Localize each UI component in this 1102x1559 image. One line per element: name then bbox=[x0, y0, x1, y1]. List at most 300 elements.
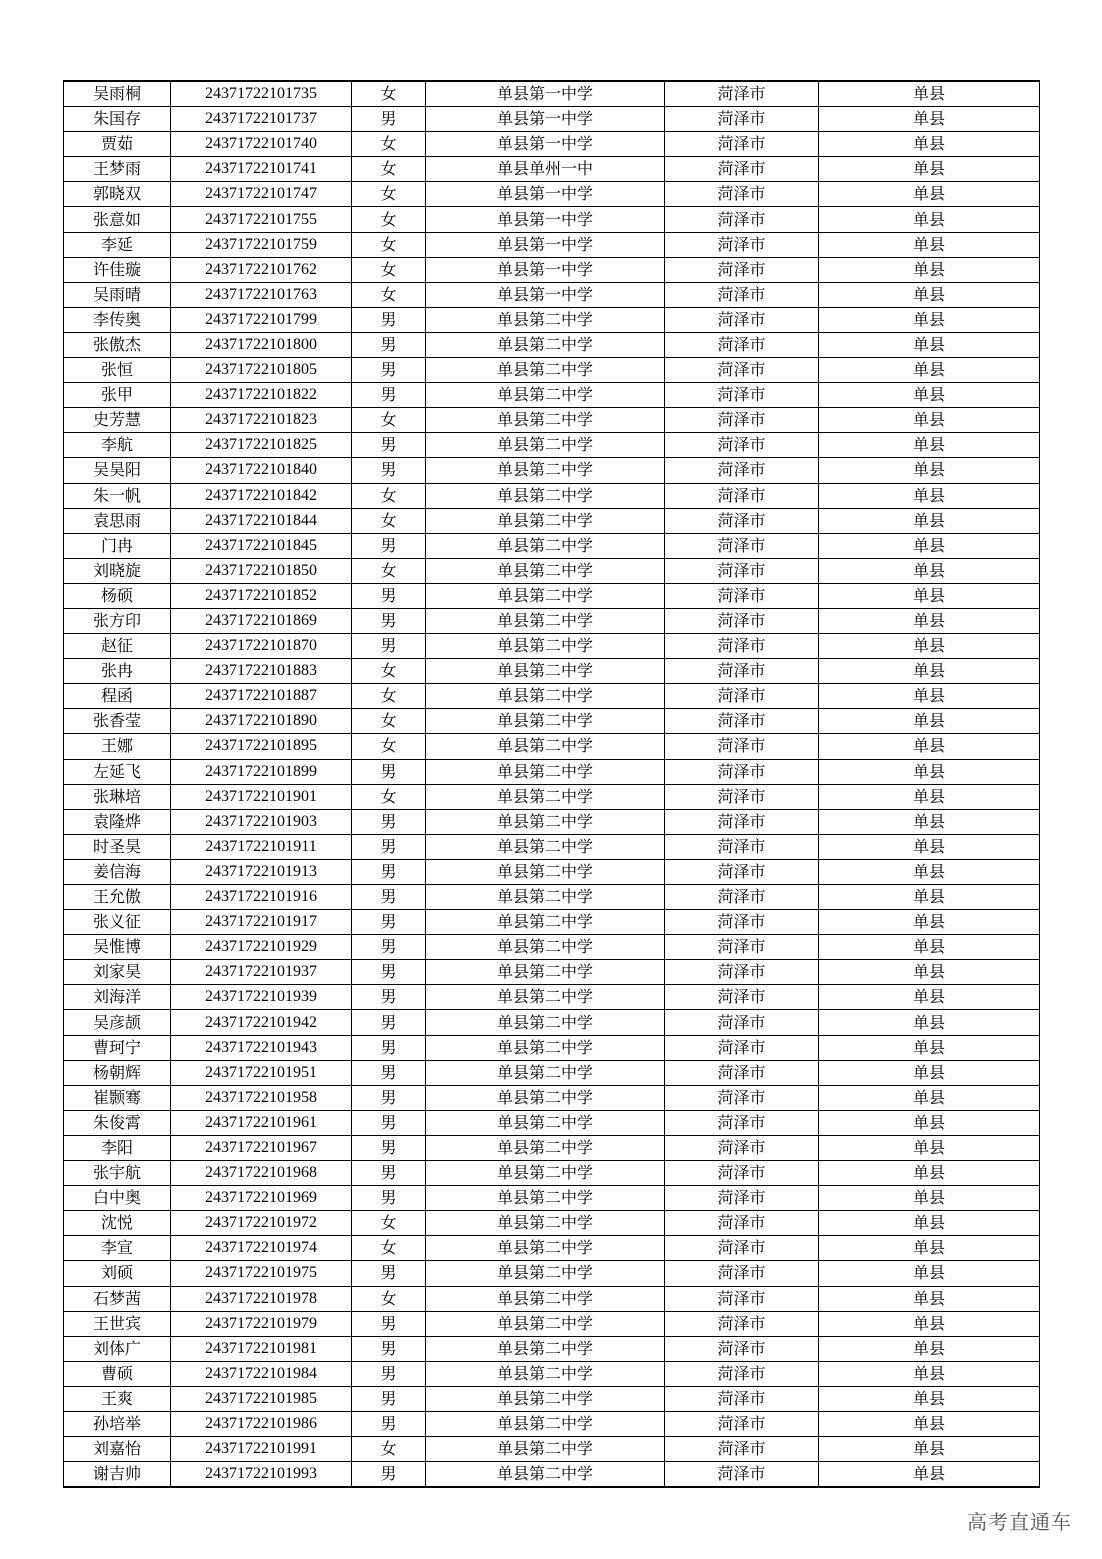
table-row bbox=[64, 1336, 1040, 1361]
exam-id-cell: 24371722101986 bbox=[171, 1411, 352, 1436]
name-cell: 朱国存 bbox=[64, 107, 171, 132]
county-cell: 单县 bbox=[819, 257, 1040, 282]
name-cell: 张方印 bbox=[64, 608, 171, 633]
exam-id-cell: 24371722101737 bbox=[171, 107, 352, 132]
exam-id-cell: 24371722101842 bbox=[171, 483, 352, 508]
city-cell: 菏泽市 bbox=[665, 859, 819, 884]
county-cell: 单县 bbox=[819, 1261, 1040, 1286]
school-cell: 单县第二中学 bbox=[426, 1361, 665, 1386]
table-row bbox=[64, 182, 1040, 207]
table-row bbox=[64, 634, 1040, 659]
gender-cell: 女 bbox=[352, 182, 426, 207]
exam-id-cell: 24371722101895 bbox=[171, 734, 352, 759]
county-cell: 单县 bbox=[819, 1060, 1040, 1085]
city-cell: 菏泽市 bbox=[665, 1060, 819, 1085]
school-cell: 单县第二中学 bbox=[426, 1161, 665, 1186]
table-row bbox=[64, 307, 1040, 332]
roster-body bbox=[64, 81, 1040, 1487]
exam-id-cell: 24371722101951 bbox=[171, 1060, 352, 1085]
table-row bbox=[64, 1462, 1040, 1488]
county-cell: 单县 bbox=[819, 1161, 1040, 1186]
gender-cell: 女 bbox=[352, 1236, 426, 1261]
name-cell: 张甲 bbox=[64, 383, 171, 408]
school-cell: 单县第二中学 bbox=[426, 985, 665, 1010]
county-cell: 单县 bbox=[819, 608, 1040, 633]
county-cell: 单县 bbox=[819, 282, 1040, 307]
exam-id-cell: 24371722101870 bbox=[171, 634, 352, 659]
city-cell: 菏泽市 bbox=[665, 182, 819, 207]
gender-cell: 男 bbox=[352, 1060, 426, 1085]
city-cell: 菏泽市 bbox=[665, 1211, 819, 1236]
name-cell: 李阳 bbox=[64, 1135, 171, 1160]
name-cell: 郭晓双 bbox=[64, 182, 171, 207]
county-cell: 单县 bbox=[819, 1386, 1040, 1411]
city-cell: 菏泽市 bbox=[665, 408, 819, 433]
table-row bbox=[64, 759, 1040, 784]
school-cell: 单县第二中学 bbox=[426, 1211, 665, 1236]
school-cell: 单县第二中学 bbox=[426, 583, 665, 608]
gender-cell: 男 bbox=[352, 307, 426, 332]
gender-cell: 男 bbox=[352, 960, 426, 985]
gender-cell: 男 bbox=[352, 759, 426, 784]
city-cell: 菏泽市 bbox=[665, 1361, 819, 1386]
school-cell: 单县第二中学 bbox=[426, 1437, 665, 1462]
school-cell: 单县第二中学 bbox=[426, 1462, 665, 1488]
table-row bbox=[64, 935, 1040, 960]
gender-cell: 女 bbox=[352, 558, 426, 583]
exam-id-cell: 24371722101972 bbox=[171, 1211, 352, 1236]
gender-cell: 男 bbox=[352, 1462, 426, 1488]
name-cell: 谢吉帅 bbox=[64, 1462, 171, 1488]
name-cell: 张恒 bbox=[64, 358, 171, 383]
table-row bbox=[64, 859, 1040, 884]
county-cell: 单县 bbox=[819, 1437, 1040, 1462]
school-cell: 单县第一中学 bbox=[426, 81, 665, 107]
student-roster-table bbox=[63, 80, 1040, 1488]
city-cell: 菏泽市 bbox=[665, 1462, 819, 1488]
city-cell: 菏泽市 bbox=[665, 1135, 819, 1160]
school-cell: 单县第二中学 bbox=[426, 759, 665, 784]
county-cell: 单县 bbox=[819, 508, 1040, 533]
school-cell: 单县第二中学 bbox=[426, 634, 665, 659]
table-row bbox=[64, 1311, 1040, 1336]
gender-cell: 女 bbox=[352, 232, 426, 257]
table-row bbox=[64, 1085, 1040, 1110]
school-cell: 单县第二中学 bbox=[426, 960, 665, 985]
exam-id-cell: 24371722101939 bbox=[171, 985, 352, 1010]
gender-cell: 男 bbox=[352, 1386, 426, 1411]
county-cell: 单县 bbox=[819, 483, 1040, 508]
exam-id-cell: 24371722101747 bbox=[171, 182, 352, 207]
county-cell: 单县 bbox=[819, 533, 1040, 558]
school-cell: 单县第二中学 bbox=[426, 508, 665, 533]
city-cell: 菏泽市 bbox=[665, 834, 819, 859]
county-cell: 单县 bbox=[819, 834, 1040, 859]
table-row bbox=[64, 1361, 1040, 1386]
exam-id-cell: 24371722101735 bbox=[171, 81, 352, 107]
table-row bbox=[64, 960, 1040, 985]
county-cell: 单县 bbox=[819, 859, 1040, 884]
county-cell: 单县 bbox=[819, 1211, 1040, 1236]
table-row bbox=[64, 533, 1040, 558]
table-row bbox=[64, 358, 1040, 383]
name-cell: 刘硕 bbox=[64, 1261, 171, 1286]
school-cell: 单县第一中学 bbox=[426, 132, 665, 157]
table-row bbox=[64, 734, 1040, 759]
county-cell: 单县 bbox=[819, 558, 1040, 583]
county-cell: 单县 bbox=[819, 1286, 1040, 1311]
gender-cell: 男 bbox=[352, 1261, 426, 1286]
school-cell: 单县第二中学 bbox=[426, 458, 665, 483]
exam-id-cell: 24371722101991 bbox=[171, 1437, 352, 1462]
exam-id-cell: 24371722101901 bbox=[171, 784, 352, 809]
city-cell: 菏泽市 bbox=[665, 960, 819, 985]
exam-id-cell: 24371722101968 bbox=[171, 1161, 352, 1186]
exam-id-cell: 24371722101937 bbox=[171, 960, 352, 985]
table-row bbox=[64, 1437, 1040, 1462]
table-row bbox=[64, 1286, 1040, 1311]
county-cell: 单县 bbox=[819, 1462, 1040, 1488]
city-cell: 菏泽市 bbox=[665, 910, 819, 935]
county-cell: 单县 bbox=[819, 458, 1040, 483]
county-cell: 单县 bbox=[819, 634, 1040, 659]
name-cell: 史芳慧 bbox=[64, 408, 171, 433]
city-cell: 菏泽市 bbox=[665, 1010, 819, 1035]
table-row bbox=[64, 282, 1040, 307]
city-cell: 菏泽市 bbox=[665, 684, 819, 709]
gender-cell: 男 bbox=[352, 1186, 426, 1211]
table-row bbox=[64, 583, 1040, 608]
exam-id-cell: 24371722101917 bbox=[171, 910, 352, 935]
school-cell: 单县第二中学 bbox=[426, 1261, 665, 1286]
exam-id-cell: 24371722101958 bbox=[171, 1085, 352, 1110]
city-cell: 菏泽市 bbox=[665, 257, 819, 282]
county-cell: 单县 bbox=[819, 307, 1040, 332]
school-cell: 单县第二中学 bbox=[426, 1411, 665, 1436]
city-cell: 菏泽市 bbox=[665, 132, 819, 157]
name-cell: 孙培举 bbox=[64, 1411, 171, 1436]
table-row bbox=[64, 709, 1040, 734]
table-row bbox=[64, 910, 1040, 935]
exam-id-cell: 24371722101823 bbox=[171, 408, 352, 433]
gender-cell: 男 bbox=[352, 859, 426, 884]
name-cell: 贾茹 bbox=[64, 132, 171, 157]
table-row bbox=[64, 1110, 1040, 1135]
county-cell: 单县 bbox=[819, 935, 1040, 960]
county-cell: 单县 bbox=[819, 709, 1040, 734]
city-cell: 菏泽市 bbox=[665, 232, 819, 257]
exam-id-cell: 24371722101961 bbox=[171, 1110, 352, 1135]
county-cell: 单县 bbox=[819, 1135, 1040, 1160]
gender-cell: 男 bbox=[352, 1311, 426, 1336]
school-cell: 单县单州一中 bbox=[426, 157, 665, 182]
table-row bbox=[64, 1386, 1040, 1411]
name-cell: 袁思雨 bbox=[64, 508, 171, 533]
gender-cell: 男 bbox=[352, 910, 426, 935]
table-row bbox=[64, 1060, 1040, 1085]
table-row bbox=[64, 157, 1040, 182]
name-cell: 王娜 bbox=[64, 734, 171, 759]
table-row bbox=[64, 332, 1040, 357]
city-cell: 菏泽市 bbox=[665, 583, 819, 608]
school-cell: 单县第二中学 bbox=[426, 408, 665, 433]
city-cell: 菏泽市 bbox=[665, 157, 819, 182]
name-cell: 刘体广 bbox=[64, 1336, 171, 1361]
school-cell: 单县第二中学 bbox=[426, 558, 665, 583]
school-cell: 单县第一中学 bbox=[426, 232, 665, 257]
exam-id-cell: 24371722101974 bbox=[171, 1236, 352, 1261]
table-row bbox=[64, 659, 1040, 684]
name-cell: 张傲杰 bbox=[64, 332, 171, 357]
exam-id-cell: 24371722101929 bbox=[171, 935, 352, 960]
gender-cell: 男 bbox=[352, 1135, 426, 1160]
gender-cell: 男 bbox=[352, 1411, 426, 1436]
gender-cell: 女 bbox=[352, 81, 426, 107]
name-cell: 袁隆烨 bbox=[64, 809, 171, 834]
school-cell: 单县第二中学 bbox=[426, 1236, 665, 1261]
exam-id-cell: 24371722101887 bbox=[171, 684, 352, 709]
table-row bbox=[64, 81, 1040, 107]
name-cell: 许佳璇 bbox=[64, 257, 171, 282]
name-cell: 吴雨桐 bbox=[64, 81, 171, 107]
city-cell: 菏泽市 bbox=[665, 1336, 819, 1361]
name-cell: 门冉 bbox=[64, 533, 171, 558]
gender-cell: 女 bbox=[352, 207, 426, 232]
county-cell: 单县 bbox=[819, 734, 1040, 759]
gender-cell: 女 bbox=[352, 508, 426, 533]
exam-id-cell: 24371722101993 bbox=[171, 1462, 352, 1488]
name-cell: 张冉 bbox=[64, 659, 171, 684]
name-cell: 吴彦颉 bbox=[64, 1010, 171, 1035]
county-cell: 单县 bbox=[819, 383, 1040, 408]
table-row bbox=[64, 132, 1040, 157]
exam-id-cell: 24371722101911 bbox=[171, 834, 352, 859]
school-cell: 单县第一中学 bbox=[426, 207, 665, 232]
name-cell: 曹珂宁 bbox=[64, 1035, 171, 1060]
gender-cell: 女 bbox=[352, 282, 426, 307]
school-cell: 单县第二中学 bbox=[426, 935, 665, 960]
name-cell: 李宣 bbox=[64, 1236, 171, 1261]
county-cell: 单县 bbox=[819, 809, 1040, 834]
name-cell: 王世宾 bbox=[64, 1311, 171, 1336]
county-cell: 单县 bbox=[819, 985, 1040, 1010]
gender-cell: 女 bbox=[352, 132, 426, 157]
city-cell: 菏泽市 bbox=[665, 1035, 819, 1060]
exam-id-cell: 24371722101740 bbox=[171, 132, 352, 157]
name-cell: 张宇航 bbox=[64, 1161, 171, 1186]
city-cell: 菏泽市 bbox=[665, 332, 819, 357]
name-cell: 吴雨晴 bbox=[64, 282, 171, 307]
school-cell: 单县第二中学 bbox=[426, 834, 665, 859]
table-row bbox=[64, 508, 1040, 533]
city-cell: 菏泽市 bbox=[665, 1386, 819, 1411]
county-cell: 单县 bbox=[819, 1010, 1040, 1035]
table-row bbox=[64, 207, 1040, 232]
city-cell: 菏泽市 bbox=[665, 659, 819, 684]
school-cell: 单县第一中学 bbox=[426, 182, 665, 207]
gender-cell: 男 bbox=[352, 458, 426, 483]
county-cell: 单县 bbox=[819, 433, 1040, 458]
gender-cell: 男 bbox=[352, 358, 426, 383]
table-row bbox=[64, 608, 1040, 633]
table-row bbox=[64, 1161, 1040, 1186]
name-cell: 朱俊霄 bbox=[64, 1110, 171, 1135]
table-row bbox=[64, 458, 1040, 483]
name-cell: 张义征 bbox=[64, 910, 171, 935]
gender-cell: 女 bbox=[352, 257, 426, 282]
gender-cell: 男 bbox=[352, 433, 426, 458]
gender-cell: 男 bbox=[352, 834, 426, 859]
gender-cell: 男 bbox=[352, 935, 426, 960]
gender-cell: 男 bbox=[352, 634, 426, 659]
exam-id-cell: 24371722101942 bbox=[171, 1010, 352, 1035]
school-cell: 单县第二中学 bbox=[426, 1386, 665, 1411]
city-cell: 菏泽市 bbox=[665, 1411, 819, 1436]
exam-id-cell: 24371722101978 bbox=[171, 1286, 352, 1311]
gender-cell: 男 bbox=[352, 107, 426, 132]
school-cell: 单县第二中学 bbox=[426, 1060, 665, 1085]
school-cell: 单县第二中学 bbox=[426, 1311, 665, 1336]
county-cell: 单县 bbox=[819, 157, 1040, 182]
city-cell: 菏泽市 bbox=[665, 533, 819, 558]
name-cell: 张琳培 bbox=[64, 784, 171, 809]
city-cell: 菏泽市 bbox=[665, 1110, 819, 1135]
table-row bbox=[64, 257, 1040, 282]
exam-id-cell: 24371722101741 bbox=[171, 157, 352, 182]
gender-cell: 男 bbox=[352, 608, 426, 633]
table-row bbox=[64, 784, 1040, 809]
school-cell: 单县第二中学 bbox=[426, 734, 665, 759]
school-cell: 单县第二中学 bbox=[426, 659, 665, 684]
gender-cell: 男 bbox=[352, 383, 426, 408]
school-cell: 单县第二中学 bbox=[426, 358, 665, 383]
name-cell: 李航 bbox=[64, 433, 171, 458]
county-cell: 单县 bbox=[819, 583, 1040, 608]
exam-id-cell: 24371722101759 bbox=[171, 232, 352, 257]
gender-cell: 女 bbox=[352, 1211, 426, 1236]
exam-id-cell: 24371722101883 bbox=[171, 659, 352, 684]
name-cell: 沈悦 bbox=[64, 1211, 171, 1236]
gender-cell: 女 bbox=[352, 784, 426, 809]
county-cell: 单县 bbox=[819, 1361, 1040, 1386]
city-cell: 菏泽市 bbox=[665, 734, 819, 759]
school-cell: 单县第二中学 bbox=[426, 1010, 665, 1035]
table-row bbox=[64, 985, 1040, 1010]
exam-id-cell: 24371722101903 bbox=[171, 809, 352, 834]
city-cell: 菏泽市 bbox=[665, 107, 819, 132]
city-cell: 菏泽市 bbox=[665, 935, 819, 960]
city-cell: 菏泽市 bbox=[665, 885, 819, 910]
gender-cell: 女 bbox=[352, 483, 426, 508]
name-cell: 张香莹 bbox=[64, 709, 171, 734]
school-cell: 单县第二中学 bbox=[426, 1336, 665, 1361]
gender-cell: 男 bbox=[352, 1361, 426, 1386]
exam-id-cell: 24371722101899 bbox=[171, 759, 352, 784]
city-cell: 菏泽市 bbox=[665, 458, 819, 483]
city-cell: 菏泽市 bbox=[665, 1286, 819, 1311]
school-cell: 单县第二中学 bbox=[426, 910, 665, 935]
name-cell: 刘家昊 bbox=[64, 960, 171, 985]
school-cell: 单县第二中学 bbox=[426, 709, 665, 734]
exam-id-cell: 24371722101984 bbox=[171, 1361, 352, 1386]
name-cell: 朱一帆 bbox=[64, 483, 171, 508]
school-cell: 单县第二中学 bbox=[426, 684, 665, 709]
exam-id-cell: 24371722101844 bbox=[171, 508, 352, 533]
school-cell: 单县第二中学 bbox=[426, 885, 665, 910]
city-cell: 菏泽市 bbox=[665, 1437, 819, 1462]
name-cell: 程函 bbox=[64, 684, 171, 709]
county-cell: 单县 bbox=[819, 358, 1040, 383]
county-cell: 单县 bbox=[819, 784, 1040, 809]
table-row bbox=[64, 885, 1040, 910]
school-cell: 单县第二中学 bbox=[426, 383, 665, 408]
table-row bbox=[64, 408, 1040, 433]
exam-id-cell: 24371722101967 bbox=[171, 1135, 352, 1160]
gender-cell: 男 bbox=[352, 332, 426, 357]
exam-id-cell: 24371722101822 bbox=[171, 383, 352, 408]
name-cell: 王梦雨 bbox=[64, 157, 171, 182]
school-cell: 单县第二中学 bbox=[426, 784, 665, 809]
table-row bbox=[64, 107, 1040, 132]
school-cell: 单县第二中学 bbox=[426, 1035, 665, 1060]
school-cell: 单县第二中学 bbox=[426, 859, 665, 884]
gender-cell: 女 bbox=[352, 408, 426, 433]
city-cell: 菏泽市 bbox=[665, 809, 819, 834]
table-row bbox=[64, 1135, 1040, 1160]
city-cell: 菏泽市 bbox=[665, 759, 819, 784]
name-cell: 杨朝辉 bbox=[64, 1060, 171, 1085]
exam-id-cell: 24371722101979 bbox=[171, 1311, 352, 1336]
table-row bbox=[64, 232, 1040, 257]
county-cell: 单县 bbox=[819, 684, 1040, 709]
school-cell: 单县第二中学 bbox=[426, 483, 665, 508]
city-cell: 菏泽市 bbox=[665, 207, 819, 232]
name-cell: 左延飞 bbox=[64, 759, 171, 784]
county-cell: 单县 bbox=[819, 332, 1040, 357]
gender-cell: 女 bbox=[352, 157, 426, 182]
city-cell: 菏泽市 bbox=[665, 558, 819, 583]
name-cell: 白中奥 bbox=[64, 1186, 171, 1211]
gender-cell: 男 bbox=[352, 583, 426, 608]
school-cell: 单县第二中学 bbox=[426, 1135, 665, 1160]
city-cell: 菏泽市 bbox=[665, 608, 819, 633]
county-cell: 单县 bbox=[819, 107, 1040, 132]
gender-cell: 女 bbox=[352, 1437, 426, 1462]
name-cell: 刘嘉怡 bbox=[64, 1437, 171, 1462]
name-cell: 曹硕 bbox=[64, 1361, 171, 1386]
gender-cell: 男 bbox=[352, 809, 426, 834]
name-cell: 张意如 bbox=[64, 207, 171, 232]
name-cell: 姜信海 bbox=[64, 859, 171, 884]
gender-cell: 女 bbox=[352, 1286, 426, 1311]
gender-cell: 男 bbox=[352, 1085, 426, 1110]
school-cell: 单县第二中学 bbox=[426, 809, 665, 834]
name-cell: 王允傲 bbox=[64, 885, 171, 910]
county-cell: 单县 bbox=[819, 408, 1040, 433]
county-cell: 单县 bbox=[819, 132, 1040, 157]
county-cell: 单县 bbox=[819, 910, 1040, 935]
name-cell: 石梦茜 bbox=[64, 1286, 171, 1311]
exam-id-cell: 24371722101825 bbox=[171, 433, 352, 458]
city-cell: 菏泽市 bbox=[665, 433, 819, 458]
name-cell: 赵征 bbox=[64, 634, 171, 659]
city-cell: 菏泽市 bbox=[665, 1161, 819, 1186]
gender-cell: 男 bbox=[352, 985, 426, 1010]
table-row bbox=[64, 558, 1040, 583]
city-cell: 菏泽市 bbox=[665, 709, 819, 734]
table-row bbox=[64, 1211, 1040, 1236]
gender-cell: 女 bbox=[352, 659, 426, 684]
